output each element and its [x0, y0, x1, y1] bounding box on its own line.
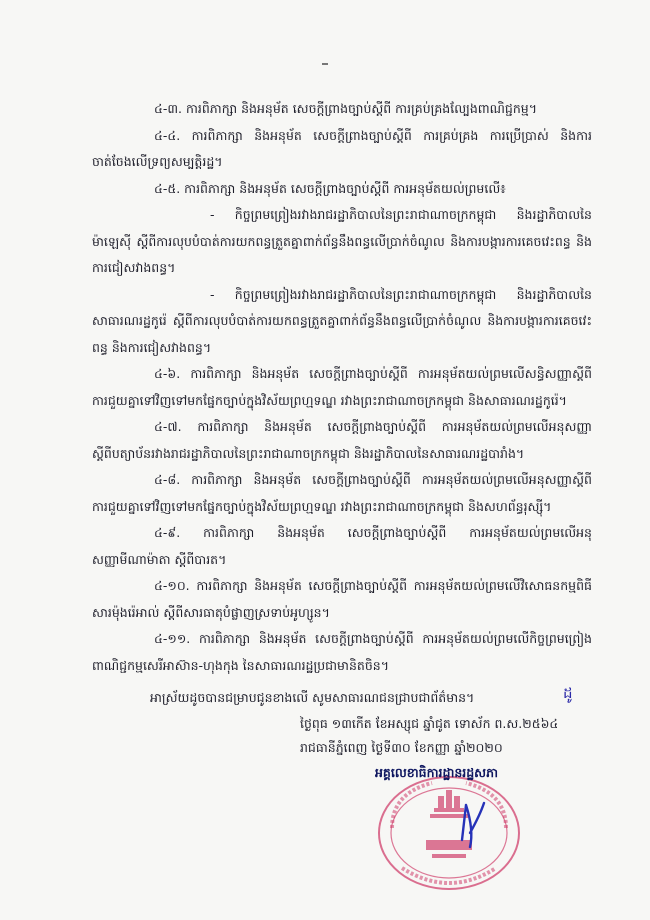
agenda-item: ៤-៧. ការពិភាក្សា និងអនុម័ត សេចក្តីព្រាងច្បាប់ស្តីពី ការអនុម័តយល់ព្រមលើអនុសញ្ញាស្តីពីបត្យាប័នរវាងរាជរដ្ឋាភិបាលនៃព្រះរាជាណាចក្រកម្ពុជា និងរដ្ឋាភិបាលនៃសាធារណរដ្ឋបារាំង។: [92, 419, 592, 461]
closing-statement: អាស្រ័យដូចបានជម្រាបជូនខាងលើ សូមសាធារណជនជ្រាបជាព័ត៌មាន។: [150, 690, 475, 705]
lunar-date: ថ្ងៃពុធ ១៣កើត ខែអស្សុជ ឆ្នាំជូត ទោស័ក ព.ស.២៥៦៤: [300, 716, 559, 731]
agenda-item: ៤-៤. ការពិភាក្សា និងអនុម័ត សេចក្តីព្រាងច្បាប់ស្តីពី ការគ្រប់គ្រង ការប្រើប្រាស់ និងការចាត់ចែងលើទ្រព្យសម្បត្តិរដ្ឋ។: [92, 127, 592, 169]
agenda-item: ៤-៨. ការពិភាក្សា និងអនុម័ត សេចក្តីព្រាងច្បាប់ស្តីពី ការអនុម័តយល់ព្រមលើអនុសញ្ញាស្តីពីការជួយគ្នាទៅវិញទៅមកផ្នែកច្បាប់ក្នុងវិស័យព្រហ្មទណ្ឌ រវាងព្រះរាជាណាចក្រកម្ពុជា និងសហព័ន្ធរុស្ស៊ី។: [92, 472, 592, 514]
agenda-item: ៤-១០. ការពិភាក្សា និងអនុម័ត សេចក្តីព្រាងច្បាប់ស្តីពី ការអនុម័តយល់ព្រមលើវិសោធនកម្មពិធីសារម៉ុងរ៉េអាល់ ស្តីពីសារធាតុបំផ្លាញស្រទាប់អូហ្សូន។: [92, 578, 592, 620]
solar-date: រាជធានីភ្នំពេញ ថ្ងៃទី៣០ ខែកញ្ញា ឆ្នាំ២០២០: [300, 740, 503, 755]
agenda-items: [92, 96, 592, 679]
page-mark: [322, 63, 328, 65]
signatory-title: អគ្គលេខាធិការដ្ឋានរដ្ឋសភា: [375, 765, 498, 780]
agenda-subitem: - កិច្ចព្រមព្រៀងរវាងរាជរដ្ឋាភិបាលនៃព្រះរាជាណាចក្រកម្ពុជា និងរដ្ឋាភិបាលនៃសាធារណរដ្ឋកូរ៉េ ស្តីពីការលុបបំបាត់ការយកពន្ធត្រួតគ្នាពាក់ព័ន្ធនឹងពន្ធលើប្រាក់ចំណូល និងការបង្ការការគេចវេះពន្ធ និងការជៀសវាងពន្ធ។: [92, 286, 592, 355]
agenda-item: ៤-១១. ការពិភាក្សា និងអនុម័ត សេចក្តីព្រាងច្បាប់ស្តីពី ការអនុម័តយល់ព្រមលើកិច្ចព្រមព្រៀងពាណិជ្ជកម្មសេរីអាស៊ាន-ហុងកុង នៃសាធារណរដ្ឋប្រជាមានិតចិន។: [92, 631, 592, 673]
handwritten-initial: ដូ: [563, 684, 573, 702]
signature: [440, 785, 510, 855]
agenda-item: ៤-៦. ការពិភាក្សា និងអនុម័ត សេចក្តីព្រាងច្បាប់ស្តីពី ការអនុម័តយល់ព្រមលើសន្ធិសញ្ញាស្តីពីការជួយគ្នាទៅវិញទៅមកផ្នែកច្បាប់ក្នុងវិស័យព្រហ្មទណ្ឌ រវាងព្រះរាជាណាចក្រកម្ពុជា និងសាធារណរដ្ឋកូរ៉េ។: [92, 366, 592, 408]
agenda-item: ៤-៣. ការពិភាក្សា និងអនុម័ត សេចក្តីព្រាងច្បាប់ស្តីពី ការគ្រប់គ្រងល្បែងពាណិជ្ជកម្ម។: [154, 101, 537, 116]
agenda-subitem: - កិច្ចព្រមព្រៀងរវាងរាជរដ្ឋាភិបាលនៃព្រះរាជាណាចក្រកម្ពុជា និងរដ្ឋាភិបាលនៃម៉ាឡេស៊ី ស្តីពីការលុបបំបាត់ការយកពន្ធត្រួតគ្នាពាក់ព័ន្ធនឹងពន្ធលើប្រាក់ចំណូល និងការបង្ការការគេចវេះពន្ធ និងការជៀសវាងពន្ធ។: [92, 207, 592, 275]
agenda-item: ៤-៥. ការពិភាក្សា និងអនុម័ត សេចក្តីព្រាងច្បាប់ស្តីពី ការអនុម័តយល់ព្រមលើ៖: [154, 180, 506, 196]
agenda-item: ៤-៩. ការពិភាក្សា និងអនុម័ត សេចក្តីព្រាងច្បាប់ស្តីពី ការអនុម័តយល់ព្រមលើអនុសញ្ញាមីណាម៉ាតា ស្តីពីបារត។: [92, 525, 592, 567]
